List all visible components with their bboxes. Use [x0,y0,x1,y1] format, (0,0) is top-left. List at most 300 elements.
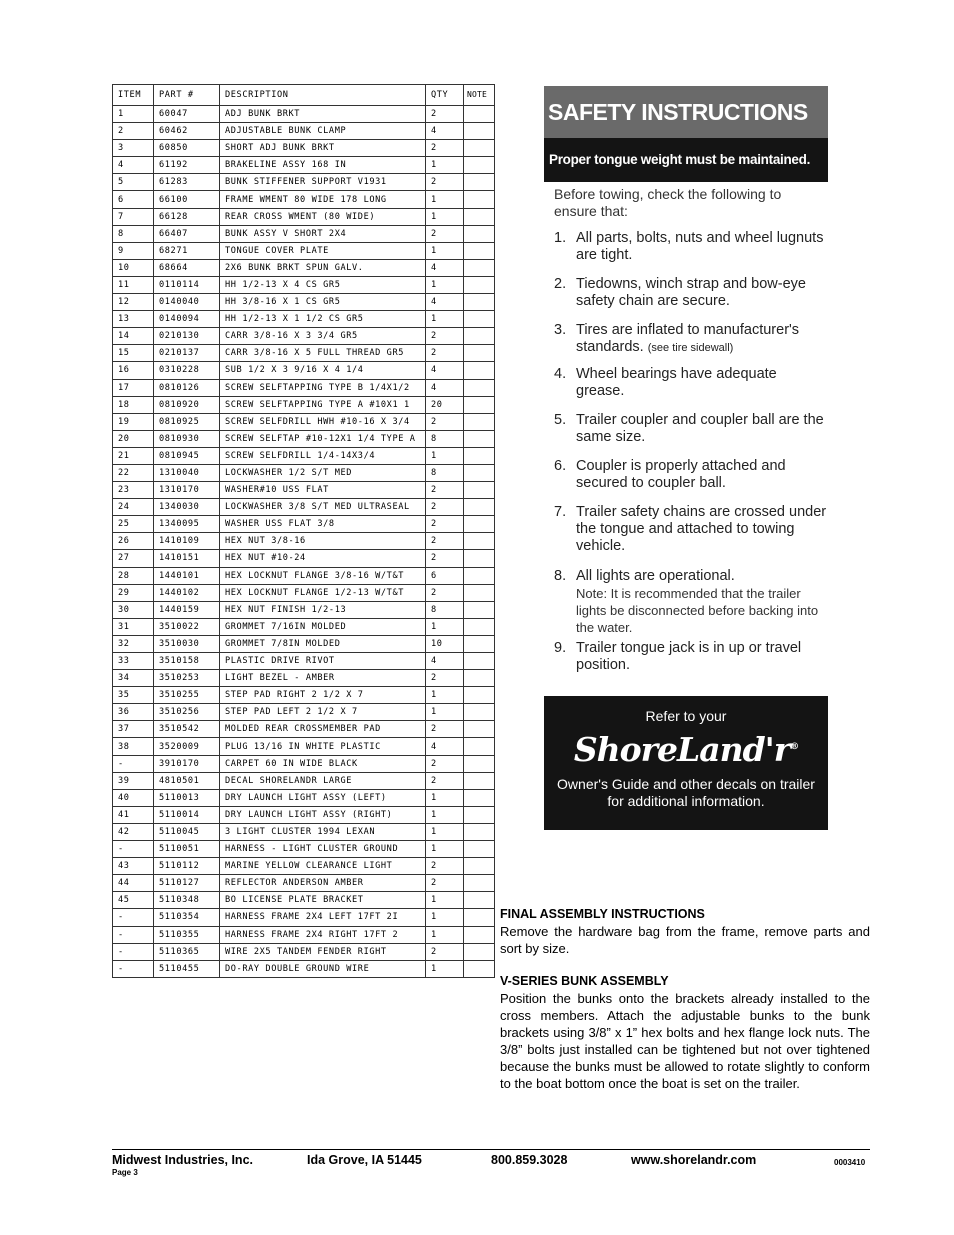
cell-description: DO-RAY DOUBLE GROUND WIRE [220,960,426,977]
cell-part-number: 0310228 [154,362,220,379]
cell-note [464,242,495,259]
safety-subtitle: Proper tongue weight must be maintained. [544,138,828,182]
cell-description: BUNK ASSY V SHORT 2X4 [220,225,426,242]
safety-item-text: Tires are inflated to manufacturer's standards. [576,322,800,355]
cell-note [464,379,495,396]
cell-note [464,943,495,960]
cell-item: 38 [113,738,154,755]
cell-part-number: 3910170 [154,755,220,772]
cell-part-number: 5110014 [154,806,220,823]
registered-mark: ® [790,742,799,752]
cell-part-number: 1440102 [154,584,220,601]
table-row [113,225,495,242]
cell-item: 22 [113,464,154,481]
cell-item: 37 [113,721,154,738]
cell-part-number: 1340095 [154,516,220,533]
cell-item: 20 [113,430,154,447]
table-row [113,670,495,687]
cell-item: 44 [113,875,154,892]
cell-note [464,721,495,738]
cell-part-number: 5110365 [154,943,220,960]
table-row [113,738,495,755]
cell-note [464,140,495,157]
safety-item-text-wrap [576,276,828,310]
cell-description: HH 1/2-13 X 4 CS GR5 [220,276,426,293]
cell-qty: 2 [426,482,464,499]
cell-part-number: 1440101 [154,567,220,584]
cell-item: 11 [113,276,154,293]
cell-item: 42 [113,823,154,840]
cell-qty: 2 [426,550,464,567]
cell-item: 12 [113,294,154,311]
safety-item-text-wrap [576,504,828,555]
cell-note [464,738,495,755]
cell-part-number: 61192 [154,157,220,174]
cell-description: WASHER#10 USS FLAT [220,482,426,499]
cell-part-number: 1440159 [154,601,220,618]
table-row [113,789,495,806]
cell-description: ADJUSTABLE BUNK CLAMP [220,123,426,140]
cell-item: - [113,755,154,772]
cell-description: SCREW SELFTAPPING TYPE A #10X1 1 [220,396,426,413]
cell-part-number: 61283 [154,174,220,191]
cell-part-number: 0210137 [154,345,220,362]
table-row [113,567,495,584]
cell-description: BRAKELINE ASSY 168 IN [220,157,426,174]
cell-description: SCREW SELFDRILL HWH #10-16 X 3/4 [220,413,426,430]
table-row [113,806,495,823]
cell-item: 4 [113,157,154,174]
cell-part-number: 5110013 [154,789,220,806]
cell-item: 39 [113,772,154,789]
cell-description: HEX NUT FINISH 1/2-13 [220,601,426,618]
cell-item: 26 [113,533,154,550]
safety-item-text: Trailer tongue jack is in up or travel position. [576,640,802,673]
cell-part-number: 3510255 [154,687,220,704]
final-assembly-heading: FINAL ASSEMBLY INSTRUCTIONS [500,907,705,921]
cell-note [464,960,495,977]
table-row [113,294,495,311]
cell-note [464,670,495,687]
cell-note [464,259,495,276]
cell-qty: 1 [426,892,464,909]
page-number: Page 3 [112,1168,138,1177]
cell-item: 36 [113,704,154,721]
table-row [113,772,495,789]
safety-title: SAFETY INSTRUCTIONS [544,86,828,138]
cell-description: CARPET 60 IN WIDE BLACK [220,755,426,772]
cell-description: DRY LAUNCH LIGHT ASSY (LEFT) [220,789,426,806]
cell-note [464,464,495,481]
cell-item: 21 [113,447,154,464]
cell-qty: 6 [426,567,464,584]
cell-description: TONGUE COVER PLATE [220,242,426,259]
cell-part-number: 0810920 [154,396,220,413]
cell-description: 3 LIGHT CLUSTER 1994 LEXAN [220,823,426,840]
cell-item: 8 [113,225,154,242]
column-header-qty: QTY [426,85,464,106]
cell-qty: 2 [426,140,464,157]
cell-description: CARR 3/8-16 X 3 3/4 GR5 [220,328,426,345]
cell-item: 24 [113,499,154,516]
cell-part-number: 1310040 [154,464,220,481]
footer-city: Ida Grove, IA 51445 [307,1153,422,1167]
table-row [113,858,495,875]
cell-note [464,533,495,550]
safety-item-text-wrap [576,640,828,674]
safety-item-number: 5. [554,412,567,428]
cell-part-number: 60462 [154,123,220,140]
cell-description: BO LICENSE PLATE BRACKET [220,892,426,909]
cell-item: 29 [113,584,154,601]
cell-item: - [113,926,154,943]
cell-part-number: 5110112 [154,858,220,875]
cell-qty: 8 [426,601,464,618]
footer-website: www.shorelandr.com [631,1153,757,1167]
safety-item-number: 1. [554,230,567,246]
cell-item: 19 [113,413,154,430]
cell-note [464,123,495,140]
cell-qty: 20 [426,396,464,413]
cell-description: SCREW SELFDRILL 1/4-14X3/4 [220,447,426,464]
table-row [113,259,495,276]
cell-qty: 2 [426,106,464,123]
table-header-row [113,85,495,106]
table-row [113,926,495,943]
cell-note [464,892,495,909]
cell-item: 31 [113,618,154,635]
table-row [113,823,495,840]
cell-qty: 2 [426,670,464,687]
cell-note [464,909,495,926]
cell-item: 27 [113,550,154,567]
cell-note [464,601,495,618]
cell-part-number: 1410151 [154,550,220,567]
cell-description: PLUG 13/16 IN WHITE PLASTIC [220,738,426,755]
table-row [113,653,495,670]
cell-qty: 1 [426,687,464,704]
table-row [113,157,495,174]
cell-item: 6 [113,191,154,208]
cell-description: REFLECTOR ANDERSON AMBER [220,875,426,892]
safety-item-note: Note: It is recommended that the trailer lights be disconnected before backing into the water. [576,586,819,635]
cell-note [464,653,495,670]
safety-item-number: 4. [554,366,567,382]
cell-part-number: 5110051 [154,841,220,858]
table-row [113,208,495,225]
shorelandr-logo [544,730,828,769]
logo-text: ShoreLand'r [573,730,791,769]
parts-list-table [112,84,495,978]
cell-description: WIRE 2X5 TANDEM FENDER RIGHT [220,943,426,960]
cell-note [464,806,495,823]
table-row [113,379,495,396]
cell-item: - [113,943,154,960]
cell-description: SCREW SELFTAPPING TYPE B 1/4X1/2 [220,379,426,396]
cell-item: 17 [113,379,154,396]
cell-item: 33 [113,653,154,670]
table-row [113,242,495,259]
cell-note [464,294,495,311]
cell-description: PLASTIC DRIVE RIVOT [220,653,426,670]
table-row [113,413,495,430]
cell-note [464,635,495,652]
cell-qty: 4 [426,123,464,140]
safety-item-text-wrap [576,568,828,636]
safety-item-text-wrap [576,412,828,446]
cell-description: SHORT ADJ BUNK BRKT [220,140,426,157]
cell-description: HH 1/2-13 X 1 1/2 CS GR5 [220,311,426,328]
cell-item: 28 [113,567,154,584]
cell-description: LOCKWASHER 1/2 S/T MED [220,464,426,481]
table-row [113,721,495,738]
cell-part-number: 5110127 [154,875,220,892]
cell-item: 41 [113,806,154,823]
table-row [113,345,495,362]
table-row [113,943,495,960]
cell-qty: 2 [426,499,464,516]
footer-phone: 800.859.3028 [491,1153,568,1167]
table-row [113,516,495,533]
cell-part-number: 66100 [154,191,220,208]
cell-part-number: 1340030 [154,499,220,516]
cell-description: MARINE YELLOW CLEARANCE LIGHT [220,858,426,875]
cell-description: HEX LOCKNUT FLANGE 1/2-13 W/T&T [220,584,426,601]
bunk-assembly-text: Position the bunks onto the brackets already installed to the cross members. Attach the adjustable bunks to the bunk brackets using 3/8” x 1” hex bolts and hex flange lock nuts. The 3/8” bolts just installed can be tightened but not over tightened because the bunks must be allowed to rotate slightly to conform to the boat bottom once the boat is set on the trailer. [500,991,870,1091]
table-row [113,482,495,499]
cell-part-number: 0140040 [154,294,220,311]
cell-qty: 4 [426,362,464,379]
table-row [113,584,495,601]
cell-qty: 1 [426,157,464,174]
cell-note [464,772,495,789]
footer-code: 0003410 [834,1158,866,1167]
cell-qty: 1 [426,789,464,806]
cell-part-number: 0810126 [154,379,220,396]
cell-note [464,789,495,806]
cell-qty: 2 [426,755,464,772]
cell-part-number: 60850 [154,140,220,157]
safety-item-text: Trailer coupler and coupler ball are the same size. [576,412,824,445]
cell-note [464,704,495,721]
cell-note [464,191,495,208]
cell-description: LIGHT BEZEL - AMBER [220,670,426,687]
safety-item-number: 8. [554,568,567,584]
cell-description: HARNESS - LIGHT CLUSTER GROUND [220,841,426,858]
safety-item-number: 2. [554,276,567,292]
safety-item-number: 9. [554,640,567,656]
cell-item: 32 [113,635,154,652]
cell-qty: 4 [426,738,464,755]
cell-item: 43 [113,858,154,875]
cell-qty: 1 [426,704,464,721]
safety-item-text-wrap [576,322,828,357]
cell-description: LOCKWASHER 3/8 S/T MED ULTRASEAL [220,499,426,516]
safety-item-text: All parts, bolts, nuts and wheel lugnuts are tight. [576,230,824,263]
table-row [113,123,495,140]
cell-qty: 1 [426,242,464,259]
safety-item-text-wrap [576,230,828,264]
cell-note [464,430,495,447]
cell-part-number: 5110355 [154,926,220,943]
table-row [113,191,495,208]
cell-qty: 2 [426,413,464,430]
cell-note [464,926,495,943]
cell-description: HEX LOCKNUT FLANGE 3/8-16 W/T&T [220,567,426,584]
safety-item-text-wrap [576,458,828,492]
table-row [113,601,495,618]
cell-note [464,841,495,858]
bunk-assembly-heading: V-SERIES BUNK ASSEMBLY [500,974,669,988]
cell-part-number: 5110348 [154,892,220,909]
cell-description: FRAME WMENT 80 WIDE 178 LONG [220,191,426,208]
cell-qty: 4 [426,379,464,396]
refer-box [544,696,828,830]
cell-description: HARNESS FRAME 2X4 LEFT 17FT 2I [220,909,426,926]
cell-qty: 2 [426,584,464,601]
cell-part-number: 4810501 [154,772,220,789]
cell-note [464,584,495,601]
cell-description: BUNK STIFFENER SUPPORT V1931 [220,174,426,191]
table-row [113,106,495,123]
cell-item: 34 [113,670,154,687]
table-row [113,618,495,635]
cell-qty: 4 [426,259,464,276]
safety-item-text: All lights are operational. [576,568,735,584]
table-row [113,704,495,721]
cell-description: ADJ BUNK BRKT [220,106,426,123]
safety-item-number: 3. [554,322,567,338]
cell-qty: 2 [426,858,464,875]
cell-part-number: 66128 [154,208,220,225]
cell-part-number: 5110045 [154,823,220,840]
cell-qty: 1 [426,926,464,943]
cell-note [464,396,495,413]
cell-part-number: 3510542 [154,721,220,738]
cell-item: 15 [113,345,154,362]
cell-qty: 1 [426,276,464,293]
cell-part-number: 0810945 [154,447,220,464]
cell-description: STEP PAD RIGHT 2 1/2 X 7 [220,687,426,704]
cell-part-number: 0140094 [154,311,220,328]
cell-item: 23 [113,482,154,499]
table-row [113,960,495,977]
table-row [113,140,495,157]
table-row [113,447,495,464]
safety-instructions-decal [544,86,828,830]
cell-part-number: 68664 [154,259,220,276]
cell-note [464,823,495,840]
cell-description: HEX NUT 3/8-16 [220,533,426,550]
cell-note [464,362,495,379]
cell-item: 7 [113,208,154,225]
cell-qty: 1 [426,909,464,926]
refer-bottom-text: Owner's Guide and other decals on trailer for additional information. [557,776,815,809]
cell-qty: 2 [426,772,464,789]
cell-qty: 2 [426,875,464,892]
safety-item-number: 6. [554,458,567,474]
column-header-note: NOTE [464,85,495,106]
table-row [113,841,495,858]
cell-qty: 1 [426,208,464,225]
cell-qty: 1 [426,447,464,464]
cell-item: - [113,909,154,926]
cell-item: 9 [113,242,154,259]
cell-part-number: 3510256 [154,704,220,721]
cell-note [464,328,495,345]
cell-qty: 1 [426,841,464,858]
cell-part-number: 0210130 [154,328,220,345]
cell-note [464,550,495,567]
cell-item: 45 [113,892,154,909]
cell-part-number: 68271 [154,242,220,259]
cell-description: GROMMET 7/8IN MOLDED [220,635,426,652]
cell-qty: 2 [426,516,464,533]
cell-qty: 10 [426,635,464,652]
cell-qty: 4 [426,653,464,670]
cell-item: 14 [113,328,154,345]
cell-item: 18 [113,396,154,413]
cell-part-number: 66407 [154,225,220,242]
cell-part-number: 60047 [154,106,220,123]
table-row [113,174,495,191]
refer-top-text: Refer to your [645,708,727,724]
cell-note [464,447,495,464]
cell-note [464,755,495,772]
table-row [113,499,495,516]
cell-note [464,858,495,875]
cell-qty: 4 [426,294,464,311]
cell-note [464,687,495,704]
cell-description: REAR CROSS WMENT (80 WIDE) [220,208,426,225]
table-row [113,464,495,481]
table-row [113,328,495,345]
final-assembly-text: Remove the hardware bag from the frame, remove parts and sort by size. [500,924,870,956]
safety-intro: Before towing, check the following to ensure that: [554,186,782,219]
cell-description: STEP PAD LEFT 2 1/2 X 7 [220,704,426,721]
cell-note [464,174,495,191]
safety-item-small-note: (see tire sidewall) [647,342,734,354]
cell-part-number: 1410109 [154,533,220,550]
cell-item: 35 [113,687,154,704]
cell-qty: 1 [426,191,464,208]
column-header-part: PART # [154,85,220,106]
table-row [113,875,495,892]
cell-part-number: 3520009 [154,738,220,755]
safety-item-text: Tiedowns, winch strap and bow-eye safety chain are secure. [576,276,806,309]
cell-item: 13 [113,311,154,328]
column-header-description: DESCRIPTION [220,85,426,106]
cell-description: DECAL SHORELANDR LARGE [220,772,426,789]
safety-item-text: Coupler is properly attached and secured to coupler ball. [576,458,786,491]
cell-part-number: 0810930 [154,430,220,447]
cell-description: GROMMET 7/16IN MOLDED [220,618,426,635]
cell-description: WASHER USS FLAT 3/8 [220,516,426,533]
cell-part-number: 5110354 [154,909,220,926]
cell-item: 30 [113,601,154,618]
cell-item: 10 [113,259,154,276]
table-row [113,755,495,772]
cell-qty: 8 [426,430,464,447]
cell-item: 1 [113,106,154,123]
table-row [113,276,495,293]
safety-item-text: Wheel bearings have adequate grease. [576,366,777,399]
table-row [113,892,495,909]
cell-item: - [113,960,154,977]
cell-qty: 2 [426,225,464,242]
cell-part-number: 0810925 [154,413,220,430]
column-header-item: ITEM [113,85,154,106]
